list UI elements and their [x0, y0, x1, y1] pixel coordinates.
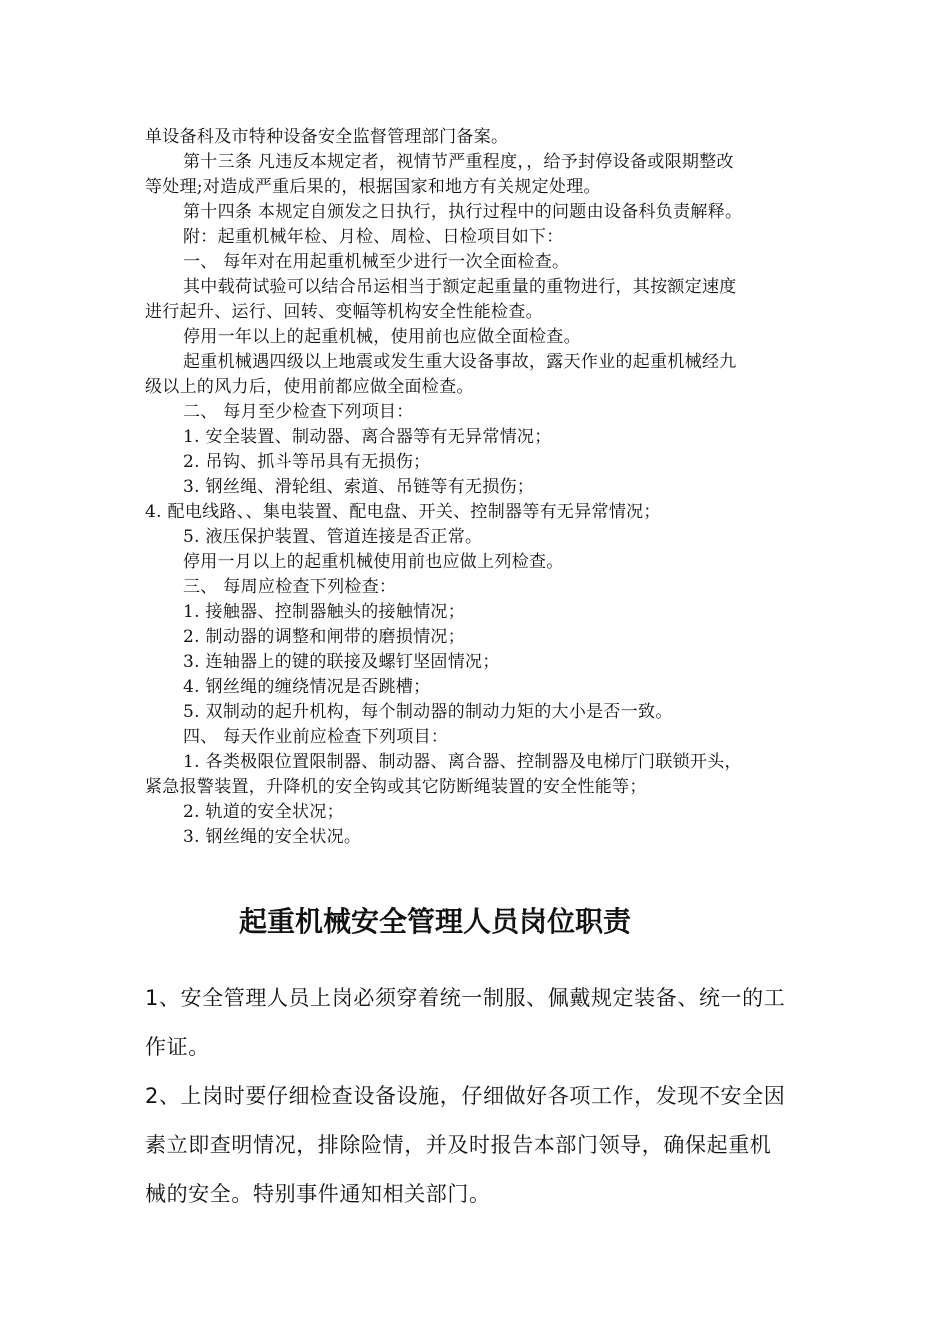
text-line: 起重机械遇四级以上地震或发生重大设备事故，露天作业的起重机械经九 — [183, 352, 737, 372]
section-4-heading: 四、 每天作业前应检查下列项目： — [183, 727, 449, 747]
duty-line: 素立即查明情况，排除险情，并及时报告本部门领导，确保起重机 — [145, 1133, 772, 1157]
text-line: 等处理;对造成严重后果的，根据国家和地方有关规定处理。 — [145, 177, 601, 197]
list-item: 5. 双制动的起升机构，每个制动器的制动力矩的大小是否一致。 — [183, 702, 673, 722]
list-item: 4. 配电线路、、集电装置、配电盘、开关、控制器等有无异常情况； — [145, 502, 661, 522]
text-line: 单设备科及市特种设备安全监督管理部门备案。 — [145, 127, 509, 147]
appendix-heading: 附：起重机械年检、月检、周检、日检项目如下： — [183, 227, 564, 247]
list-item: 5. 液压保护装置、管道连接是否正常。 — [183, 527, 483, 547]
list-item: 3. 钢丝绳、滑轮组、索道、吊链等有无损伤； — [183, 477, 535, 497]
duty-line: 2、上岗时要仔细检查设备设施，仔细做好各项工作，发现不安全因 — [145, 1084, 786, 1108]
list-item: 3. 钢丝绳的安全状况。 — [183, 827, 362, 847]
list-item: 1. 各类极限位置限制器、制动器、离合器、控制器及电梯厅门联锁开头， — [183, 752, 742, 772]
text-line: 停用一月以上的起重机械使用前也应做上列检查。 — [183, 552, 564, 572]
text-line: 停用一年以上的起重机械，使用前也应做全面检查。 — [183, 327, 581, 347]
list-item: 2. 轨道的安全状况； — [183, 802, 344, 822]
section-3-heading: 三、 每周应检查下列检查： — [183, 577, 397, 597]
section-1-heading: 一、 每年对在用起重机械至少进行一次全面检查。 — [183, 252, 570, 272]
list-item: 1. 接触器、控制器触头的接触情况； — [183, 602, 466, 622]
duty-line: 作证。 — [145, 1035, 210, 1059]
list-item: 4. 钢丝绳的缠绕情况是否跳槽； — [183, 677, 431, 697]
text-line: 其中载荷试验可以结合吊运相当于额定起重量的重物进行，其按额定速度 — [183, 277, 737, 297]
text-line: 紧急报警装置，升降机的安全钩或其它防断绳装置的安全性能等； — [145, 777, 647, 797]
section-title: 起重机械安全管理人员岗位职责 — [238, 905, 631, 938]
list-item: 3. 连轴器上的键的联接及螺钉坚固情况； — [183, 652, 500, 672]
duty-line: 1、安全管理人员上岗必须穿着统一制服、佩戴规定装备、统一的工 — [145, 986, 786, 1010]
list-item: 1. 安全装置、制动器、离合器等有无异常情况； — [183, 427, 552, 447]
article-13-line: 第十三条 凡违反本规定者，视情节严重程度，，给予封停设备或限期整改 — [183, 152, 734, 172]
section-2-heading: 二、 每月至少检查下列项目： — [183, 402, 414, 422]
article-14-line: 第十四条 本规定自颁发之日执行，执行过程中的问题由设备科负责解释。 — [183, 202, 743, 222]
text-line: 级以上的风力后，使用前都应做全面检查。 — [145, 377, 474, 397]
list-item: 2. 吊钩、抓斗等吊具有无损伤； — [183, 452, 431, 472]
duty-line: 械的安全。特别事件通知相关部门。 — [145, 1182, 491, 1206]
list-item: 2. 制动器的调整和闸带的磨损情况； — [183, 627, 466, 647]
text-line: 进行起升、运行、回转、变幅等机构安全性能检查。 — [145, 302, 543, 322]
